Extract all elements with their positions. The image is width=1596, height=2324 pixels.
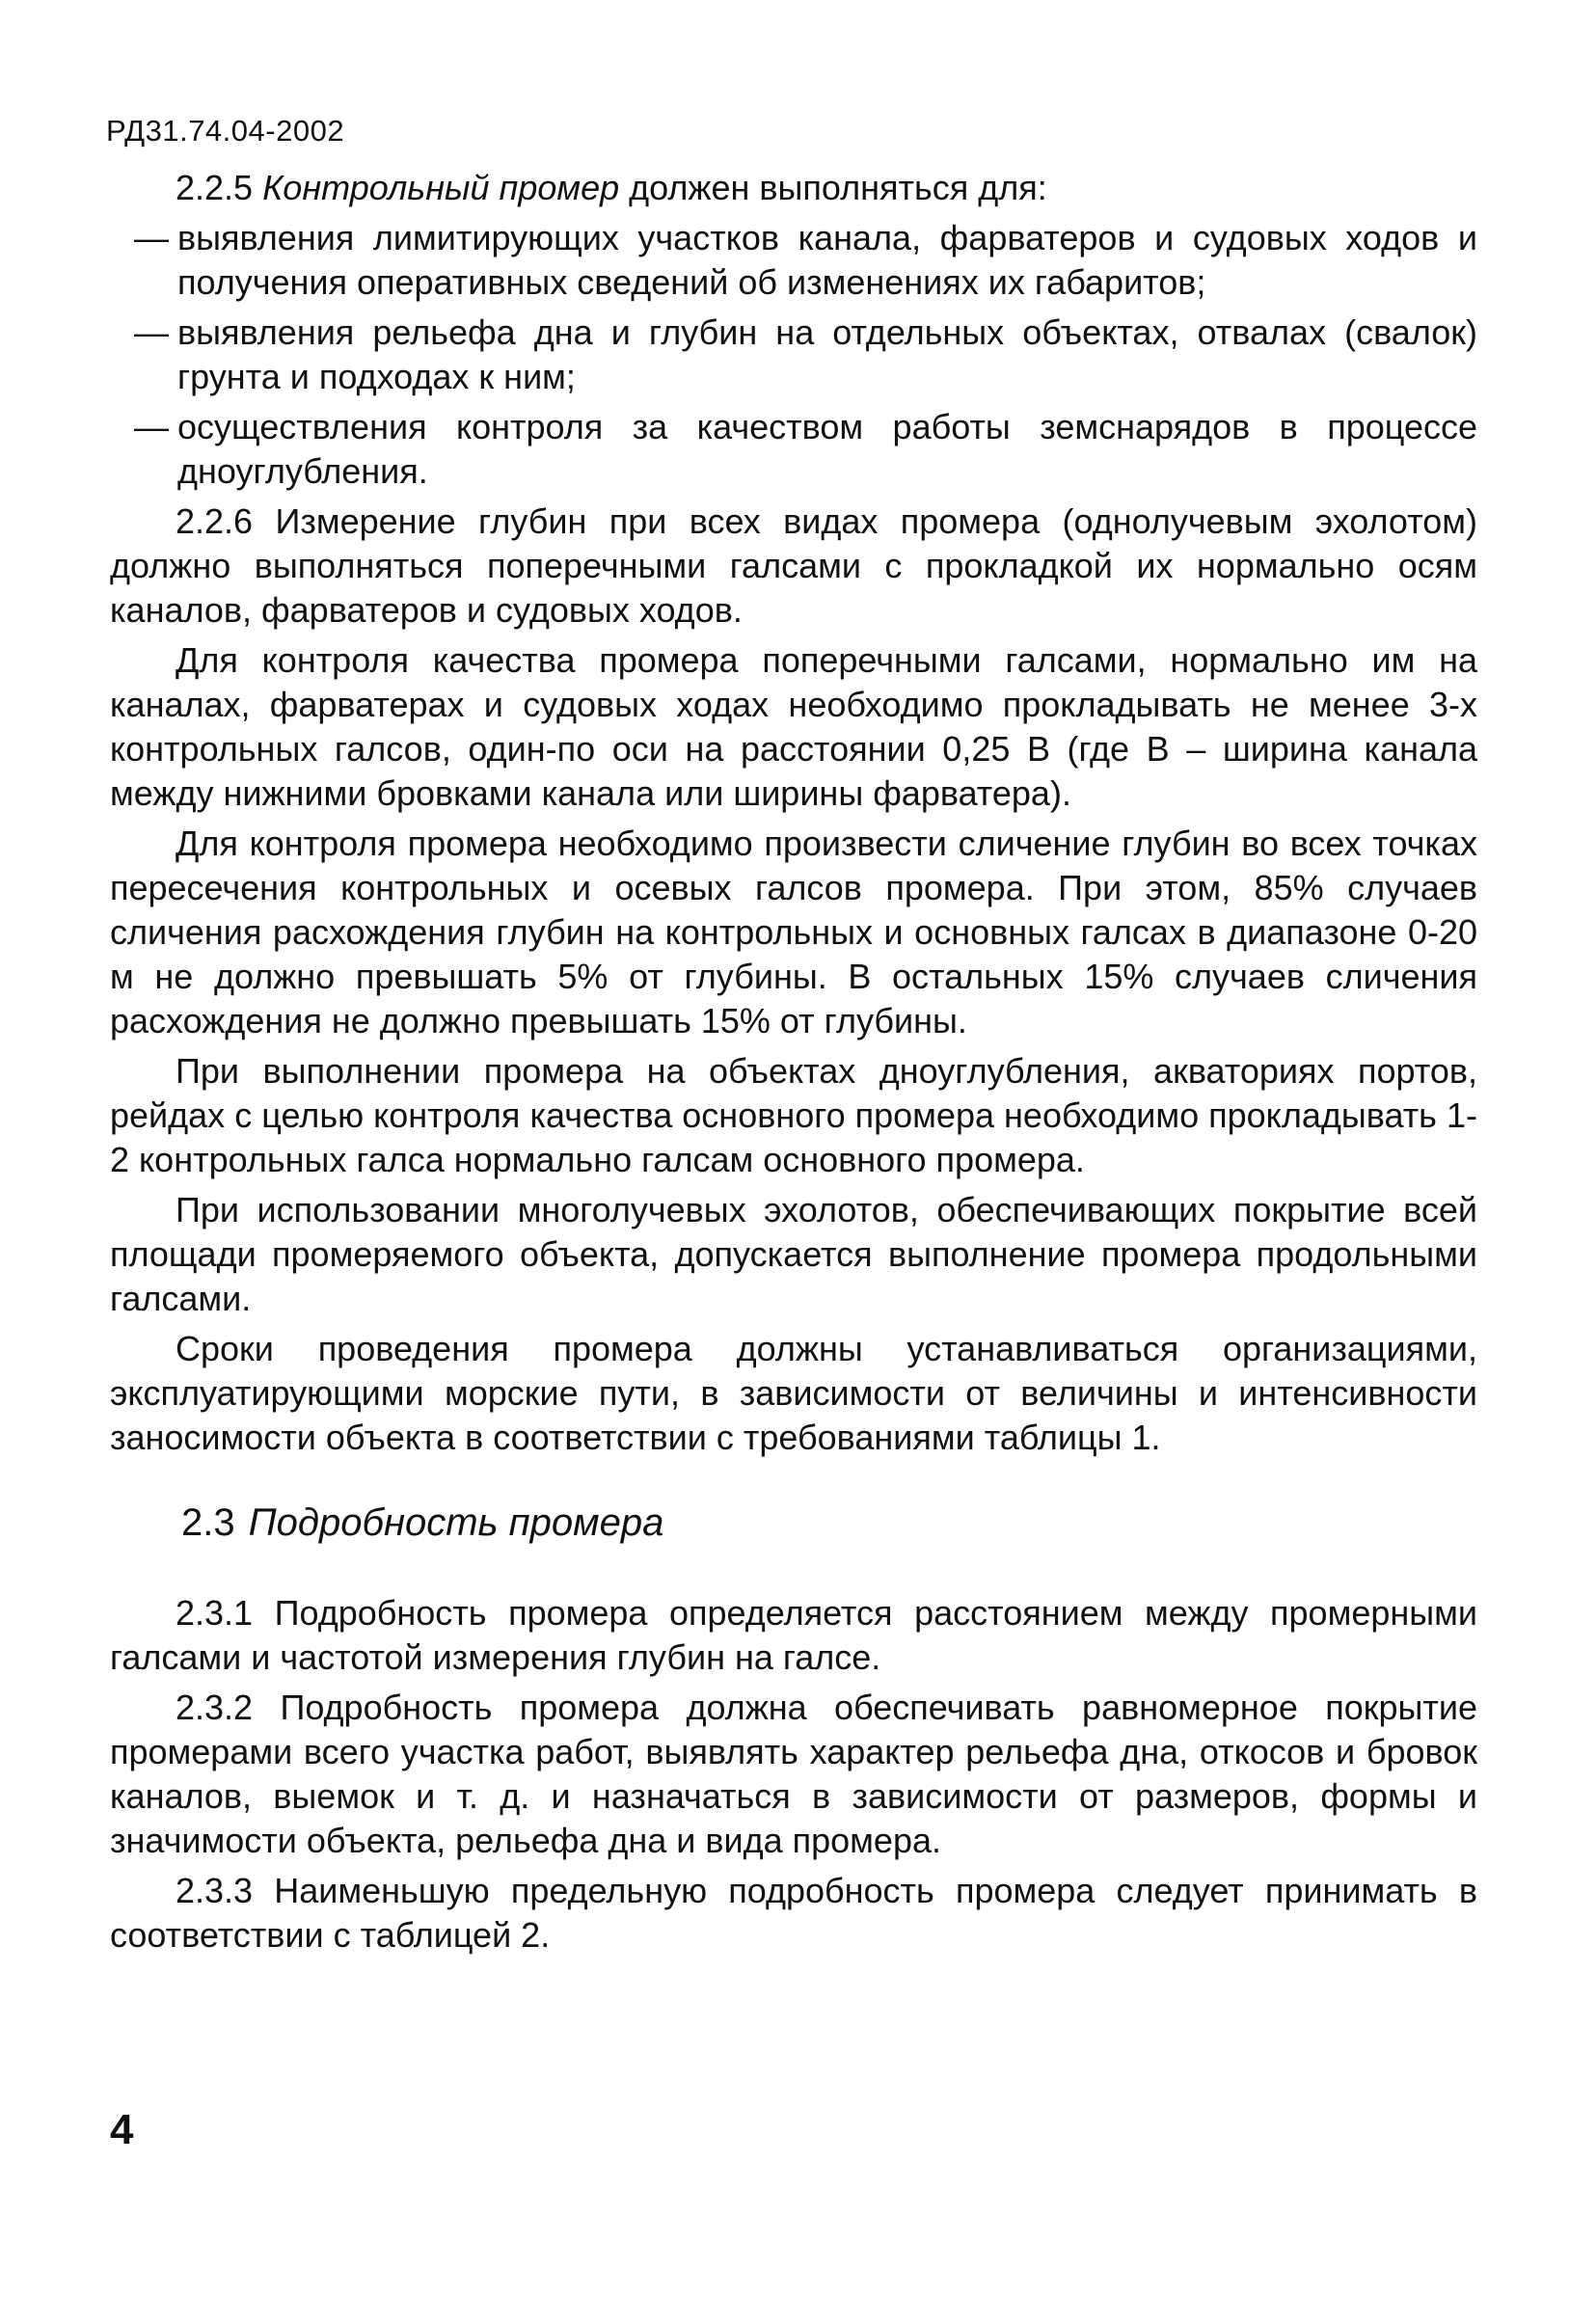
clause-number: 2.2.5 (176, 168, 254, 207)
dash-bullet: — (134, 407, 169, 446)
lead-text: должен выполняться для: (629, 168, 1047, 207)
dash-bullet: — (134, 312, 169, 352)
paragraph: 2.3.3 Наименьшую предельную подробность промера следует принимать в соответствии с таблицей 2. (110, 1871, 1477, 1955)
list-item (110, 405, 1477, 494)
paragraph: При использовании многолучевых эхолотов, обеспечивающих покрытие всей площади промеряемого объекта, допускается выполнение промера продольными галсами. (110, 1190, 1477, 1318)
section-number: 2.3 (181, 1501, 235, 1544)
dash-bullet: — (134, 218, 169, 257)
list-item-text: выявления рельефа дна и глубин на отдельных объектах, отвалах (свалок) грунта и подходах к ним; (177, 312, 1477, 396)
page-number: 4 (110, 2106, 134, 2153)
section-title: Подробность промера (248, 1501, 664, 1544)
paragraph: 2.3.2 Подробность промера должна обеспечивать равномерное покрытие промерами всего участка работ, выявлять характер рельефа дна, откосов и бровок каналов, выемок и т. д. и назначаться в зависимости от размеров, формы и значимости объекта, рельефа дна и вида промера. (110, 1688, 1477, 1860)
paragraph-2-2-5-intro (110, 166, 1477, 210)
section-heading (110, 1499, 1477, 1547)
paragraph: При выполнении промера на объектах дноуглубления, акваториях портов, рейдах с целью контроля качества основного промера необходимо прокладывать 1-2 контрольных галса нормально галсам основного промера. (110, 1051, 1477, 1179)
paragraph: 2.3.1 Подробность промера определяется расстоянием между промерными галсами и частотой измерения глубин на галсе. (110, 1593, 1477, 1677)
list-item (110, 216, 1477, 305)
list-item (110, 311, 1477, 399)
paragraph: Для контроля качества промера поперечными галсами, нормально им на каналах, фарватерах и судовых ходах необходимо прокладывать не менее 3-х контрольных галсов, один-по оси на расстоянии 0,25 В (где В – ширина канала между нижними бровками канала или ширины фарватера). (110, 640, 1477, 813)
paragraph: Сроки проведения промера должны устанавливаться организациями, эксплуатирующими морские пути, в зависимости от величины и интенсивности заносимости объекта в соответствии с требованиями таблицы 1. (110, 1329, 1477, 1457)
list-item-text: осуществления контроля за качеством работы земснарядов в процессе дноуглубления. (177, 407, 1477, 491)
document-code: РД31.74.04-2002 (106, 114, 345, 148)
italic-term: Контрольный промер (262, 168, 620, 207)
paragraph: 2.2.6 Измерение глубин при всех видах промера (однолучевым эхолотом) должно выполняться поперечными галсами с прокладкой их нормально осям каналов, фарватеров и судовых ходов. (110, 501, 1477, 630)
paragraph: Для контроля промера необходимо произвести сличение глубин во всех точках пересечения контрольных и осевых галсов промера. При этом, 85% случаев сличения расхождения глубин на контрольных и основных галсах в диапазоне 0-20 м не должно превышать 5% от глубины. В остальных 15% случаев сличения расхождения не должно превышать 15% от глубины. (110, 824, 1477, 1040)
document-body (110, 166, 1477, 1963)
list-item-text: выявления лимитирующих участков канала, фарватеров и судовых ходов и получения оперативных сведений об изменениях их габаритов; (177, 218, 1477, 302)
